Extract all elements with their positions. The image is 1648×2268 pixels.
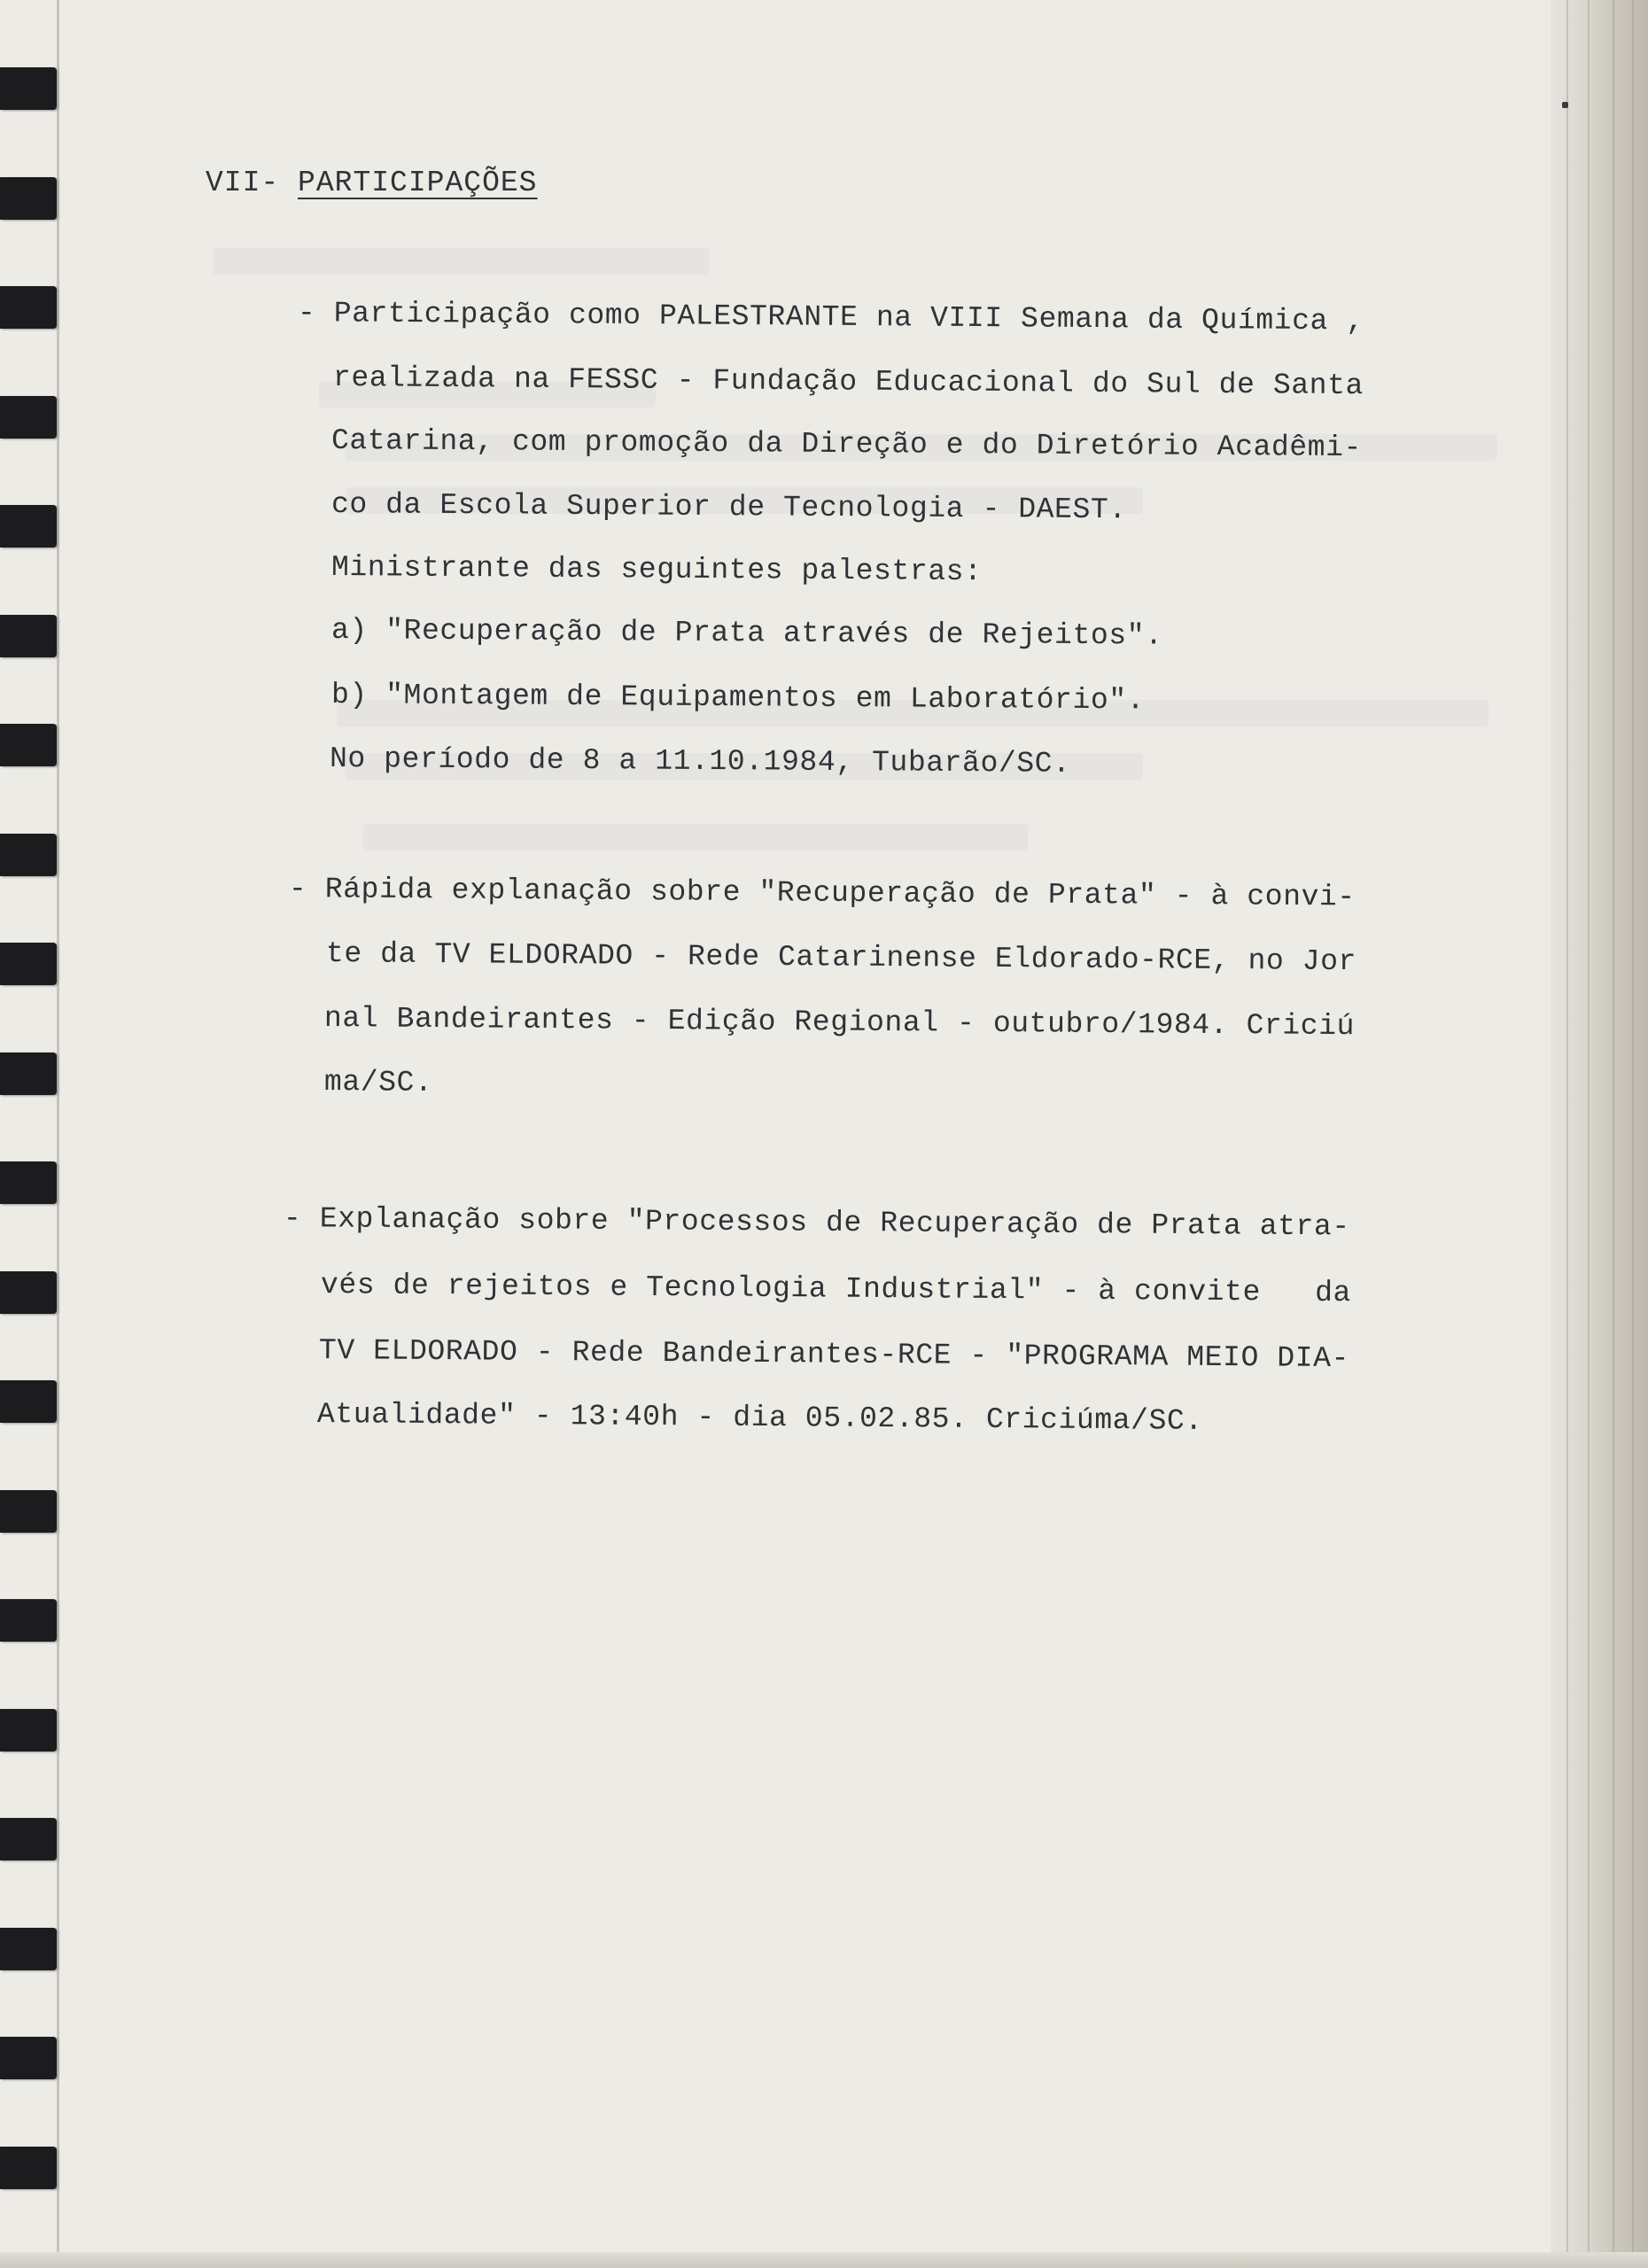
binding-hole xyxy=(0,1709,57,1751)
binding-hole xyxy=(0,1161,57,1204)
item-2-line-4: ma/SC. xyxy=(323,1066,433,1099)
binding-hole xyxy=(0,1928,57,1970)
item-2-line-2: te da TV ELDORADO - Rede Catarinense Eldorado-RCE, no Jor xyxy=(325,937,1357,979)
binding-hole xyxy=(0,1052,57,1095)
binding-hole xyxy=(0,1818,57,1860)
binding-hole xyxy=(0,67,57,110)
item-3-line-2: vés de rejeitos e Tecnologia Industrial" - à convite da xyxy=(320,1269,1352,1310)
section-title: PARTICIPAÇÕES xyxy=(298,167,538,199)
binding-hole xyxy=(0,1599,57,1642)
item-3-line-3: TV ELDORADO - Rede Bandeirantes-RCE - "PROGRAMA MEIO DIA- xyxy=(318,1334,1350,1376)
item-3-line-1: - Explanação sobre "Processos de Recuperação de Prata atra- xyxy=(283,1202,1350,1244)
item-1-line-7: b) "Montagem de Equipamentos em Laboratório". xyxy=(330,679,1146,718)
page-edge-bottom xyxy=(0,2252,1648,2268)
item-1-line-6: a) "Recuperação de Prata através de Rejeitos". xyxy=(330,614,1163,653)
item-1-line-5: Ministrante das seguintes palestras: xyxy=(330,551,983,589)
binding-hole xyxy=(0,1271,57,1314)
binding-hole xyxy=(0,396,57,439)
binding-hole xyxy=(0,1380,57,1423)
section-number: VII- xyxy=(206,167,280,199)
binding-hole xyxy=(0,1490,57,1533)
page-spine xyxy=(57,0,59,2268)
spiral-binding xyxy=(0,0,71,2268)
item-2-line-1: - Rápida explanação sobre "Recuperação de Prata" - à convi- xyxy=(288,873,1356,914)
item-1-line-2: realizada na FESSC - Fundação Educacional do Sul de Santa xyxy=(332,361,1364,403)
binding-hole xyxy=(0,943,57,985)
page-edge-right xyxy=(1551,0,1648,2268)
binding-hole xyxy=(0,615,57,657)
item-1-line-1: - Participação como PALESTRANTE na VIII Semana da Química , xyxy=(297,297,1364,338)
item-1-line-3: Catarina, com promoção da Direção e do Diretório Acadêmi- xyxy=(330,424,1363,465)
section-heading xyxy=(206,167,537,199)
item-3-line-4: Atualidade" - 13:40h - dia 05.02.85. Criciúma/SC. xyxy=(316,1398,1203,1438)
binding-hole xyxy=(0,2037,57,2079)
binding-hole xyxy=(0,2147,57,2189)
item-1-line-8: No período de 8 a 11.10.1984, Tubarão/SC. xyxy=(329,742,1071,781)
binding-hole xyxy=(0,286,57,329)
ink-mark xyxy=(1562,102,1568,108)
item-2-line-3: nal Bandeirantes - Edição Regional - outubro/1984. Criciú xyxy=(323,1002,1356,1044)
item-1-line-4: co da Escola Superior de Tecnologia - DAEST. xyxy=(330,488,1127,527)
binding-hole xyxy=(0,505,57,548)
binding-hole xyxy=(0,834,57,876)
binding-hole xyxy=(0,177,57,220)
binding-hole xyxy=(0,724,57,766)
